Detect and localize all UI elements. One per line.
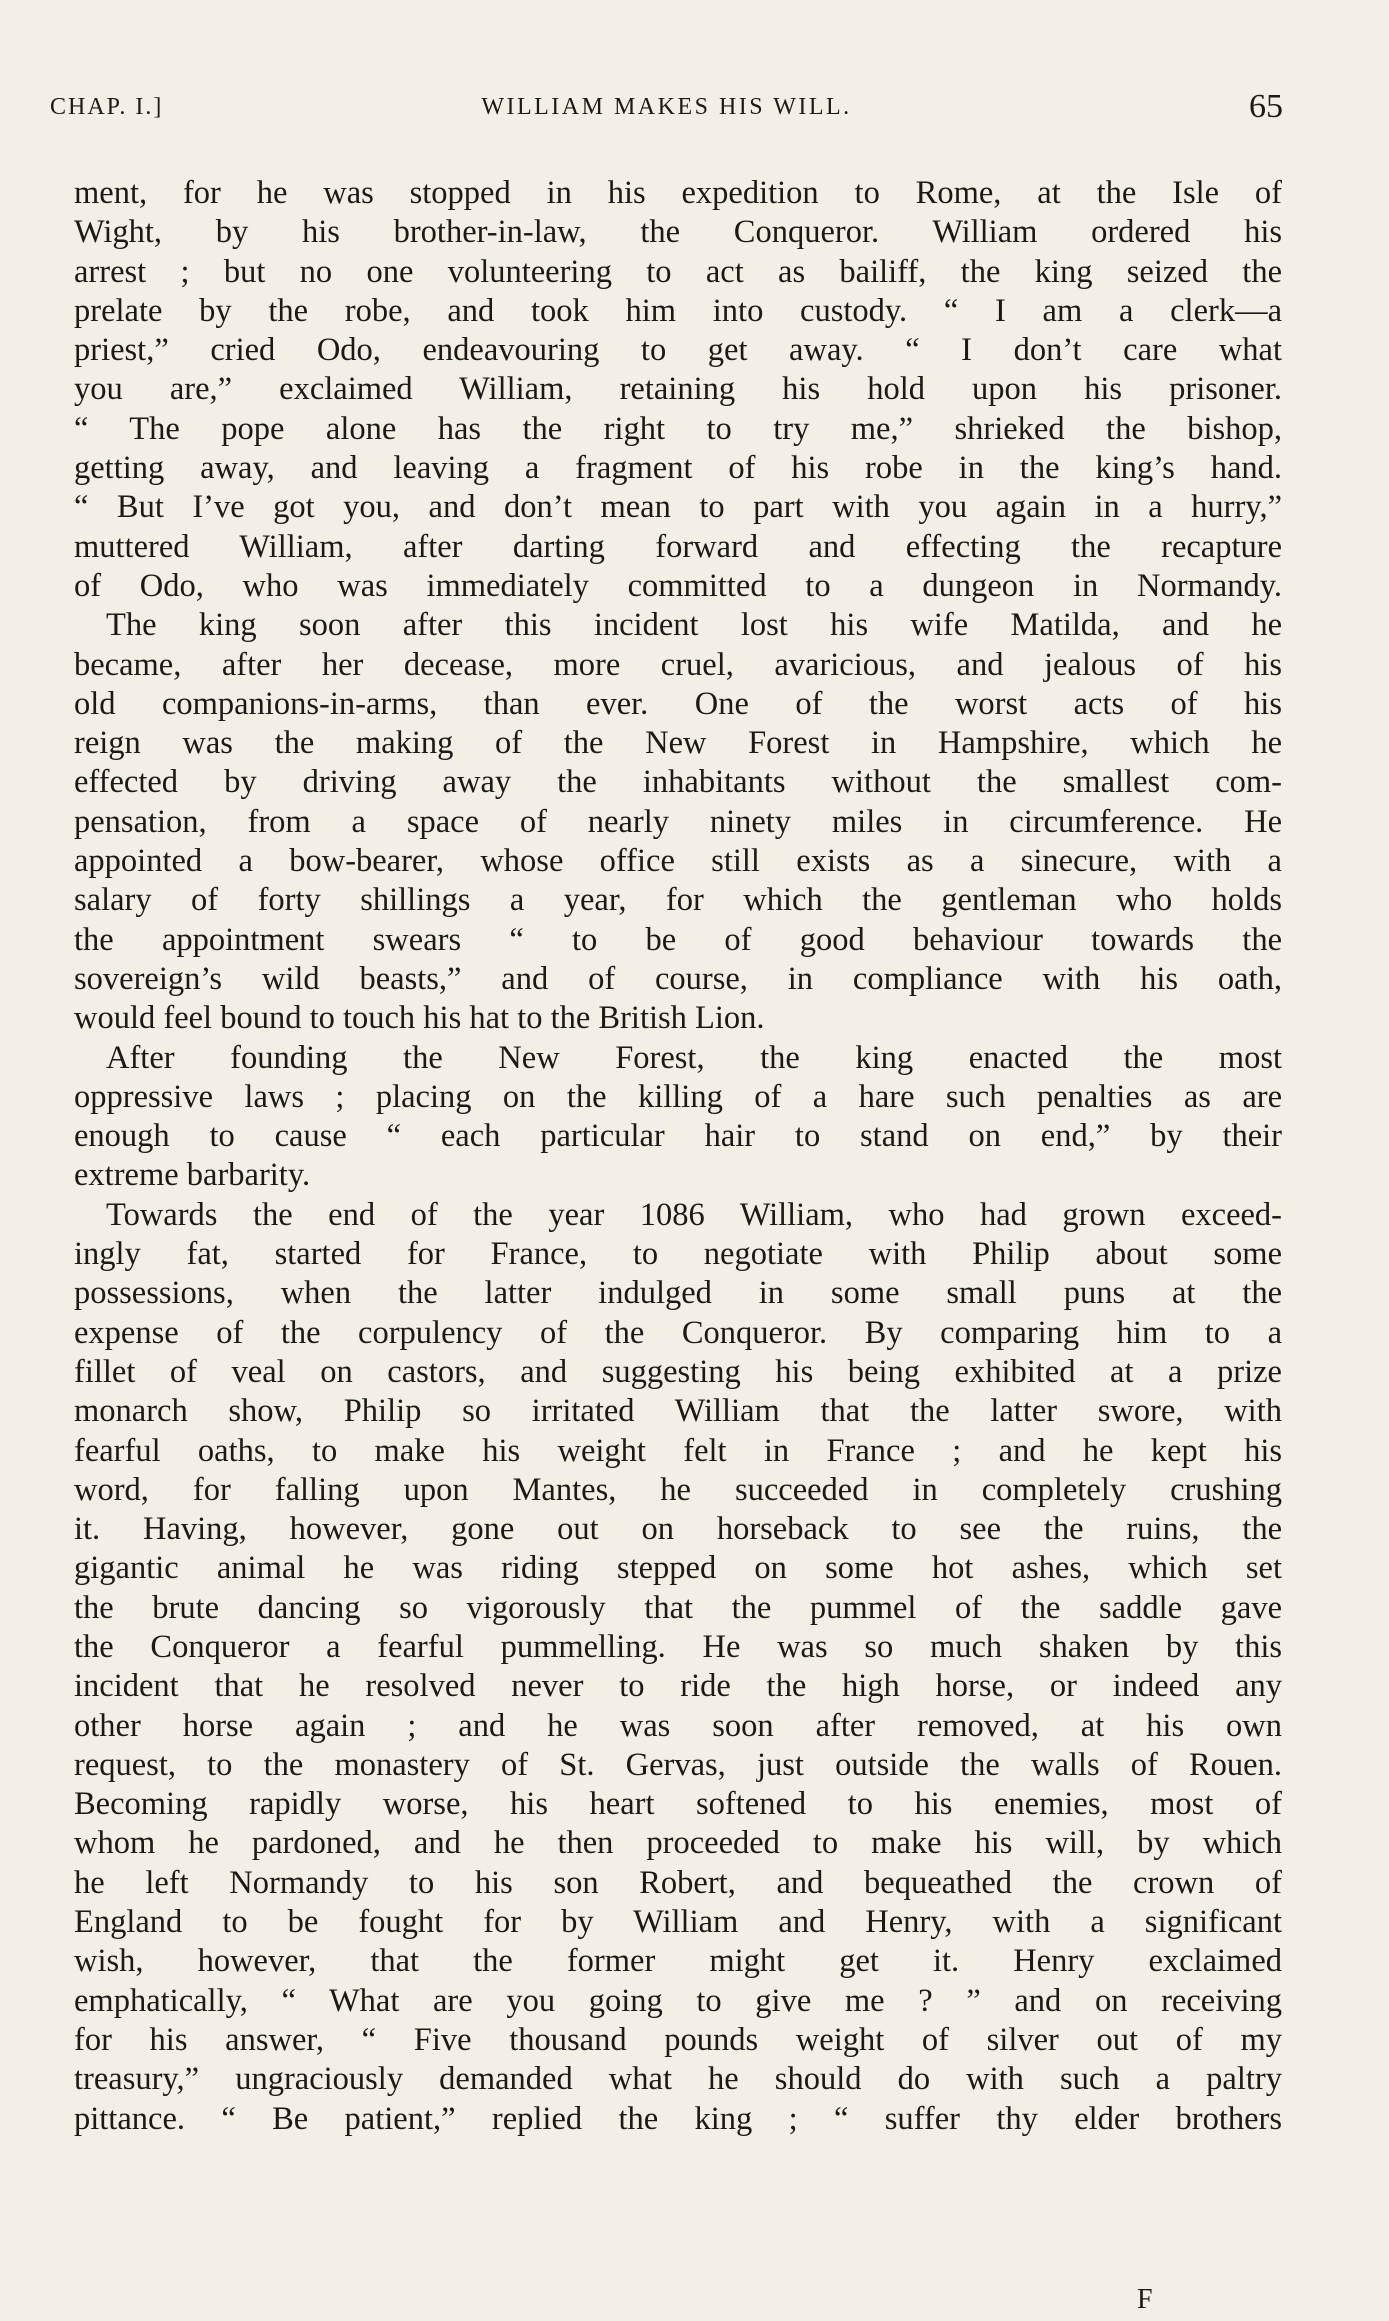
text-line: for his answer, “ Five thousand pounds weight of silver out of my: [74, 2021, 1282, 2058]
text-line: ingly fat, started for France, to negotiate with Philip about some: [74, 1236, 1282, 1273]
text-line: treasury,” ungraciously demanded what he should do with such a paltry: [74, 2061, 1282, 2098]
text-line: enough to cause “ each particular hair to stand on end,” by their: [74, 1118, 1282, 1155]
text-line: expense of the corpulency of the Conqueror. By comparing him to a: [74, 1314, 1282, 1351]
text-line: possessions, when the latter indulged in some small puns at the: [74, 1275, 1282, 1312]
text-line: fillet of veal on castors, and suggesting his being exhibited at a prize: [74, 1353, 1282, 1390]
text-line: “ But I’ve got you, and don’t mean to part with you again in a hurry,”: [74, 489, 1282, 526]
text-line: appointed a bow-bearer, whose office still exists as a sinecure, with a: [74, 843, 1282, 880]
text-line: After founding the New Forest, the king enacted the most: [106, 1039, 1282, 1076]
text-line: England to be fought for by William and Henry, with a significant: [74, 1904, 1282, 1941]
text-line: other horse again ; and he was soon after removed, at his own: [74, 1707, 1282, 1744]
text-line: request, to the monastery of St. Gervas, just outside the walls of Rouen.: [74, 1746, 1282, 1783]
signature-mark: F: [1137, 2284, 1153, 2315]
text-line: Wight, by his brother-in-law, the Conqueror. William ordered his: [74, 214, 1282, 251]
text-line: old companions-in-arms, than ever. One of the worst acts of his: [74, 685, 1282, 722]
text-line: the brute dancing so vigorously that the pummel of the saddle gave: [74, 1589, 1282, 1626]
text-line: pittance. “ Be patient,” replied the king ; “ suffer thy elder brothers: [74, 2100, 1282, 2137]
text-line: word, for falling upon Mantes, he succeeded in completely crushing: [74, 1471, 1282, 1508]
text-line: fearful oaths, to make his weight felt in France ; and he kept his: [74, 1432, 1282, 1469]
text-line: you are,” exclaimed William, retaining his hold upon his prisoner.: [74, 371, 1282, 408]
text-line: whom he pardoned, and he then proceeded to make his will, by which: [74, 1825, 1282, 1862]
text-line: getting away, and leaving a fragment of his robe in the king’s hand.: [74, 450, 1282, 487]
text-line: of Odo, who was immediately committed to a dungeon in Normandy.: [74, 567, 1282, 604]
running-title: WILLIAM MAKES HIS WILL.: [481, 94, 852, 120]
text-line: sovereign’s wild beasts,” and of course, in compliance with his oath,: [74, 960, 1282, 997]
text-line: would feel bound to touch his hat to the British Lion.: [74, 1000, 765, 1037]
text-line: monarch show, Philip so irritated William that the latter swore, with: [74, 1393, 1282, 1430]
text-line: extreme barbarity.: [74, 1157, 311, 1194]
text-line: became, after her decease, more cruel, avaricious, and jealous of his: [74, 646, 1282, 683]
chapter-label: CHAP. I.]: [50, 94, 164, 120]
text-line: it. Having, however, gone out on horseback to see the ruins, the: [74, 1511, 1282, 1548]
text-line: muttered William, after darting forward and effecting the recapture: [74, 528, 1282, 565]
body-text: [74, 174, 1282, 2139]
text-line: emphatically, “ What are you going to give me ? ” and on receiving: [74, 1982, 1282, 2019]
text-line: ment, for he was stopped in his expedition to Rome, at the Isle of: [74, 175, 1282, 211]
text-line: reign was the making of the New Forest in Hampshire, which he: [74, 725, 1282, 762]
text-line: Becoming rapidly worse, his heart softened to his enemies, most of: [74, 1786, 1282, 1823]
text-line: he left Normandy to his son Robert, and bequeathed the crown of: [74, 1864, 1282, 1901]
text-line: pensation, from a space of nearly ninety miles in circumference. He: [74, 803, 1282, 840]
text-line: salary of forty shillings a year, for which the gentleman who holds: [74, 882, 1282, 919]
text-line: effected by driving away the inhabitants without the smallest com-: [74, 764, 1282, 801]
text-line: Towards the end of the year 1086 William, who had grown exceed-: [106, 1196, 1282, 1233]
text-line: the Conqueror a fearful pummelling. He was so much shaken by this: [74, 1628, 1282, 1665]
text-line: The king soon after this incident lost his wife Matilda, and he: [106, 607, 1282, 644]
text-line: priest,” cried Odo, endeavouring to get away. “ I don’t care what: [74, 332, 1282, 369]
running-head: [50, 88, 1283, 128]
text-line: oppressive laws ; placing on the killing of a hare such penalties as are: [74, 1078, 1282, 1115]
text-line: arrest ; but no one volunteering to act as bailiff, the king seized the: [74, 253, 1282, 290]
text-line: “ The pope alone has the right to try me,” shrieked the bishop,: [74, 410, 1282, 447]
text-line: the appointment swears “ to be of good behaviour towards the: [74, 921, 1282, 958]
text-line: incident that he resolved never to ride the high horse, or indeed any: [74, 1668, 1282, 1705]
text-line: prelate by the robe, and took him into custody. “ I am a clerk—a: [74, 292, 1282, 329]
page-number: 65: [1249, 88, 1283, 125]
text-line: gigantic animal he was riding stepped on some hot ashes, which set: [74, 1550, 1282, 1587]
text-line: wish, however, that the former might get it. Henry exclaimed: [74, 1943, 1282, 1980]
